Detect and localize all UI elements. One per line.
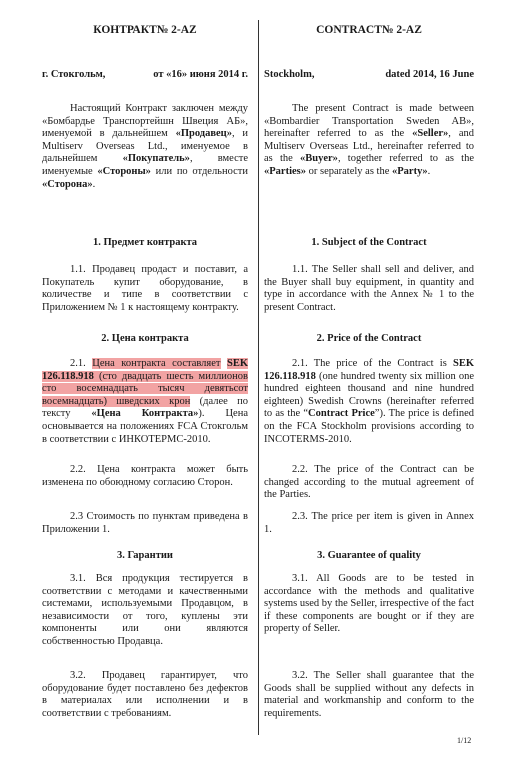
party-term-ru: «Сторона» xyxy=(42,178,93,190)
city-ru: г. Стокгольм, xyxy=(42,69,106,80)
contract-price-term-en: Contract Price xyxy=(308,408,375,420)
seller-term-en: «Seller» xyxy=(412,128,449,140)
place-date-en xyxy=(264,69,474,80)
section-3-heading-en: 3. Guarantee of quality xyxy=(317,550,421,561)
clause-3-2-en: 3.2. The Seller shall guarantee that the Goods shall be supplied without any defects in material and workmanship and conform to the requirements. xyxy=(264,670,474,719)
clause-3-1-en: 3.1. All Goods are to be tested in accordance with the methods and qualitative systems used by the Seller, irrespective of the fact if these components are bought or if they are property of Seller. xyxy=(264,573,474,635)
section-2-heading-ru: 2. Цена контракта xyxy=(101,333,189,344)
city-en: Stockholm, xyxy=(264,69,315,80)
clause-2-2-ru: 2.2. Цена контракта может быть изменена по обоюдному согласию Сторон. xyxy=(42,464,248,488)
highlighted-price-ru: Цена контракта составляет xyxy=(92,358,221,369)
clause-2-1-ru: 2.1. Цена контракта составляет SEK 126.118.918 (сто двадцать шесть миллионов сто восемнадцать тысяч девятьсот восемнадцать) шведских крон (далее по тексту «Цена Контракта»). Цена основывается на положениях FCA Стокгольм в соответствии с ИНКОТЕРМС-2010. xyxy=(42,358,249,445)
page-number: 1/12 xyxy=(457,736,472,745)
place-date-ru xyxy=(42,69,248,80)
buyer-term-ru: «Покупатель» xyxy=(122,153,190,165)
section-1-heading-en: 1. Subject of the Contract xyxy=(311,237,427,248)
contract-amount-ru: SEK 126.118.918 xyxy=(42,358,249,382)
clause-1-1-ru: 1.1. Продавец продаст и поставит, а Покупатель купит оборудование, в количестве и типе в соответствии с Приложением № 1 к настоящему контракту. xyxy=(42,264,248,313)
section-3-heading-ru: 3. Гарантии xyxy=(117,550,173,561)
contract-title-ru: КОНТРАКТ№ 2-AZ xyxy=(93,24,197,36)
clause-2-2-en: 2.2. The price of the Contract can be changed according to the mutual agreement of the Parties. xyxy=(264,464,474,501)
section-1-heading-ru: 1. Предмет контракта xyxy=(92,237,198,248)
preamble-en: The present Contract is made between «Bombardier Transportation Sweden AB», hereinafter referred to as the «Seller», and Multiserv Overseas Ltd., hereinafter referred to as the «Buyer», together referred to as the «Parties» or separately as the «Party». xyxy=(264,103,474,177)
clause-2-3-ru: 2.3 Стоимость по пунктам приведена в Приложении 1. xyxy=(42,511,248,535)
clause-3-2-ru: 3.2. Продавец гарантирует, что оборудование будет поставлено без дефектов в материалах или исполнении и в соответствии с требованиям. xyxy=(42,670,248,719)
date-en: dated 2014, 16 June xyxy=(385,69,474,80)
section-2-heading-en: 2. Price of the Contract xyxy=(316,333,422,344)
clause-3-1-ru: 3.1. Вся продукция тестируется в соответствии с методами и качественными системами, используемыми Продавцом, в независимости от того, куплены эти компоненты или они являются собственностью Продавца. xyxy=(42,573,248,647)
party-term-en: «Party» xyxy=(392,165,428,177)
contract-price-term-ru: «Цена Контракта» xyxy=(91,408,199,420)
clause-1-1-en: 1.1. The Seller shall sell and deliver, and the Buyer shall buy equipment, in quantity and type in accordance with the Annex № 1 to the present Contract. xyxy=(264,264,474,313)
clause-2-3-en: 2.3. The price per item is given in Annex 1. xyxy=(264,511,474,535)
preamble-ru: Настоящий Контракт заключен между «Бомбардье Транспортейшн Швеция АБ», именуемой в дальнейшем «Продавец», и Multiserv Overseas Ltd., именуемое в дальнейшем «Покупатель», вместе именуемые «Стороны» или по отдельности «Сторона». xyxy=(42,103,248,190)
date-ru: от «16» июня 2014 г. xyxy=(153,69,248,80)
parties-term-en: «Parties» xyxy=(264,165,306,177)
contract-title-en: CONTRACT№ 2-AZ xyxy=(316,24,422,36)
seller-term-ru: «Продавец» xyxy=(175,128,232,140)
clause-2-1-en: 2.1. The price of the Contract is SEK 126.118.918 (one hundred twenty six million one hundred eighteen thousand and nine hundred eighteen) Swedish Crowns (hereinafter referred to as the “Contract Price”). The price is defined on the FCA Stockholm provisions according to INCOTERMS-2010. xyxy=(264,358,475,445)
contract-amount-en: SEK 126.118.918 xyxy=(264,358,474,382)
parties-term-ru: «Стороны» xyxy=(97,165,151,177)
column-divider xyxy=(258,20,259,735)
buyer-term-en: «Buyer» xyxy=(300,153,338,165)
